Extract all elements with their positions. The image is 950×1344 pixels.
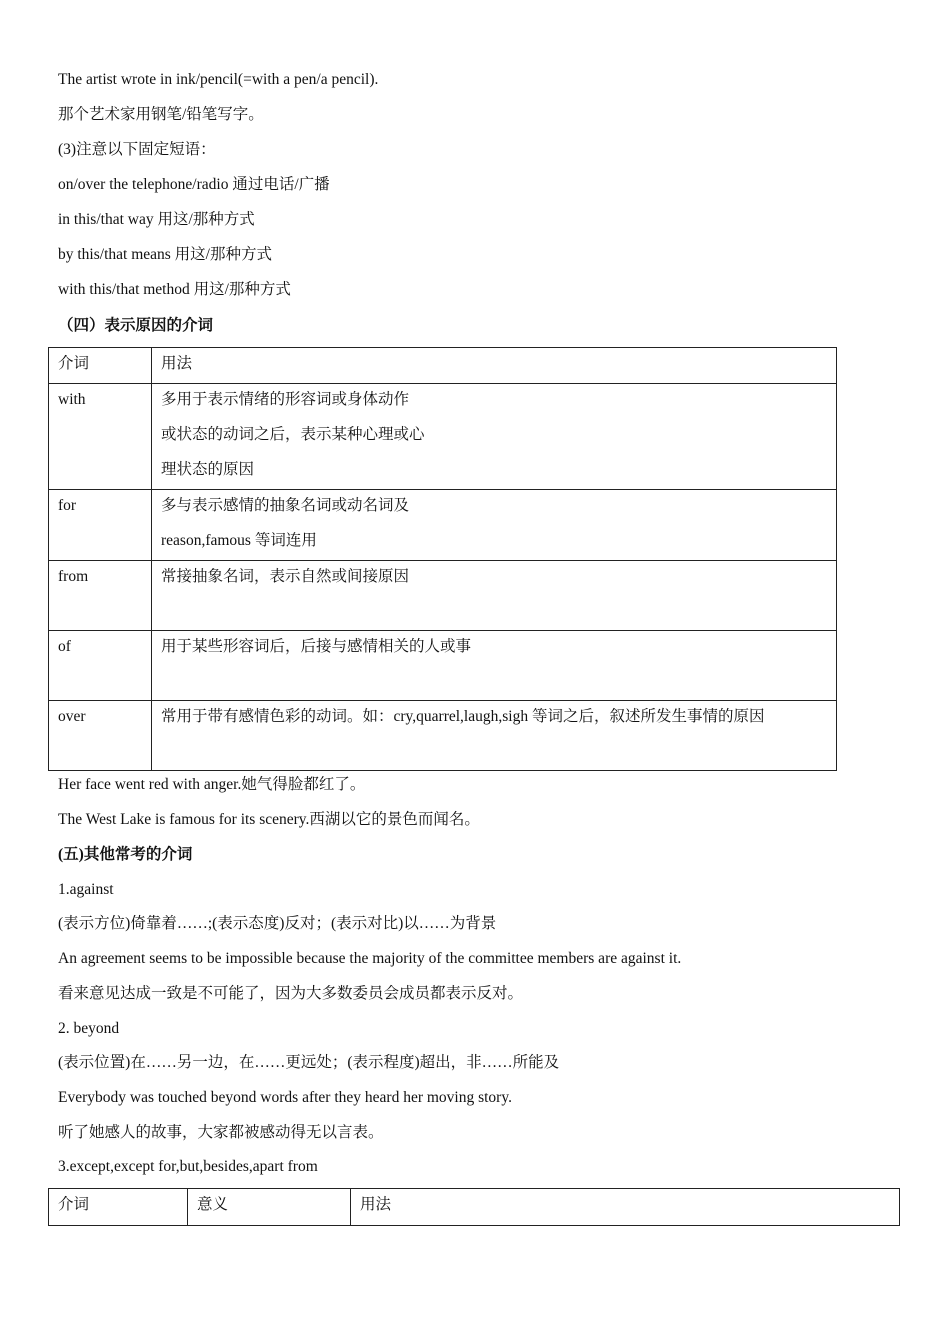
usage-line: 常接抽象名词，表示自然或间接原因 [161,568,410,585]
preposition-cell: for [49,490,152,561]
preposition-cell: from [49,561,152,631]
table-row [49,561,837,631]
text-line: by this/that means 用这/那种方式 [58,246,272,263]
table-header-cell: 用法 [351,1189,900,1226]
text-line: 听了她感人的故事，大家都被感动得无以言表。 [58,1124,384,1141]
usage-cell [152,490,837,561]
text-line: with this/that method 用这/那种方式 [58,281,291,298]
usage-cell [152,561,837,631]
preposition-cell: of [49,631,152,701]
table-header-row [49,348,837,384]
text-line: Everybody was touched beyond words after they heard her moving story. [58,1089,512,1106]
table-header-cell: 用法 [152,348,837,384]
table-header-cell: 意义 [188,1189,351,1226]
text-line: on/over the telephone/radio 通过电话/广播 [58,176,330,193]
text-line: 看来意见达成一致是不可能了，因为大多数委员会成员都表示反对。 [58,985,524,1002]
preposition-cell: with [49,384,152,490]
example-sentence: Her face went red with anger.她气得脸都红了。 [58,776,366,793]
usage-line: 或状态的动词之后，表示某种心理或心 [161,426,425,443]
usage-line: reason,famous 等词连用 [161,532,317,549]
table-row [49,631,837,701]
except-prepositions-table [48,1188,900,1226]
text-line: (表示位置)在……另一边，在……更远处；(表示程度)超出，非……所能及 [58,1054,560,1071]
usage-cell [152,384,837,490]
table-header-cell: 介词 [49,1189,188,1226]
usage-line: 理状态的原因 [161,461,255,478]
section-heading: （四）表示原因的介词 [58,317,214,334]
preposition-cell: over [49,701,152,771]
example-sentence: The West Lake is famous for its scenery.西湖以它的景色而闻名。 [58,811,480,828]
text-line: (3)注意以下固定短语： [58,141,216,158]
text-line: 那个艺术家用钢笔/铅笔写字。 [58,106,264,123]
text-line: An agreement seems to be impossible because the majority of the committee members are against it. [58,950,682,967]
usage-line: 用于某些形容词后，后接与感情相关的人或事 [161,638,472,655]
text-line: 3.except,except for,but,besides,apart from [58,1158,318,1175]
table-header-row [49,1189,900,1226]
usage-cell [152,631,837,701]
usage-cell [152,701,837,771]
text-line: The artist wrote in ink/pencil(=with a pen/a pencil). [58,71,379,88]
text-line: 1.against [58,881,114,898]
table-row [49,701,837,771]
cause-prepositions-table [48,347,837,771]
section-heading: (五)其他常考的介词 [58,846,193,863]
table-header-cell: 介词 [49,348,152,384]
text-line: in this/that way 用这/那种方式 [58,211,255,228]
usage-line: 多用于表示情绪的形容词或身体动作 [161,391,410,408]
usage-line: 常用于带有感情色彩的动词。如：cry,quarrel,laugh,sigh 等词之后，叙述所发生事情的原因 [161,708,765,725]
usage-line: 多与表示感情的抽象名词或动名词及 [161,497,410,514]
table-row [49,384,837,490]
table-row [49,490,837,561]
text-line: (表示方位)倚靠着……;(表示态度)反对；(表示对比)以……为背景 [58,915,497,932]
text-line: 2. beyond [58,1020,120,1037]
